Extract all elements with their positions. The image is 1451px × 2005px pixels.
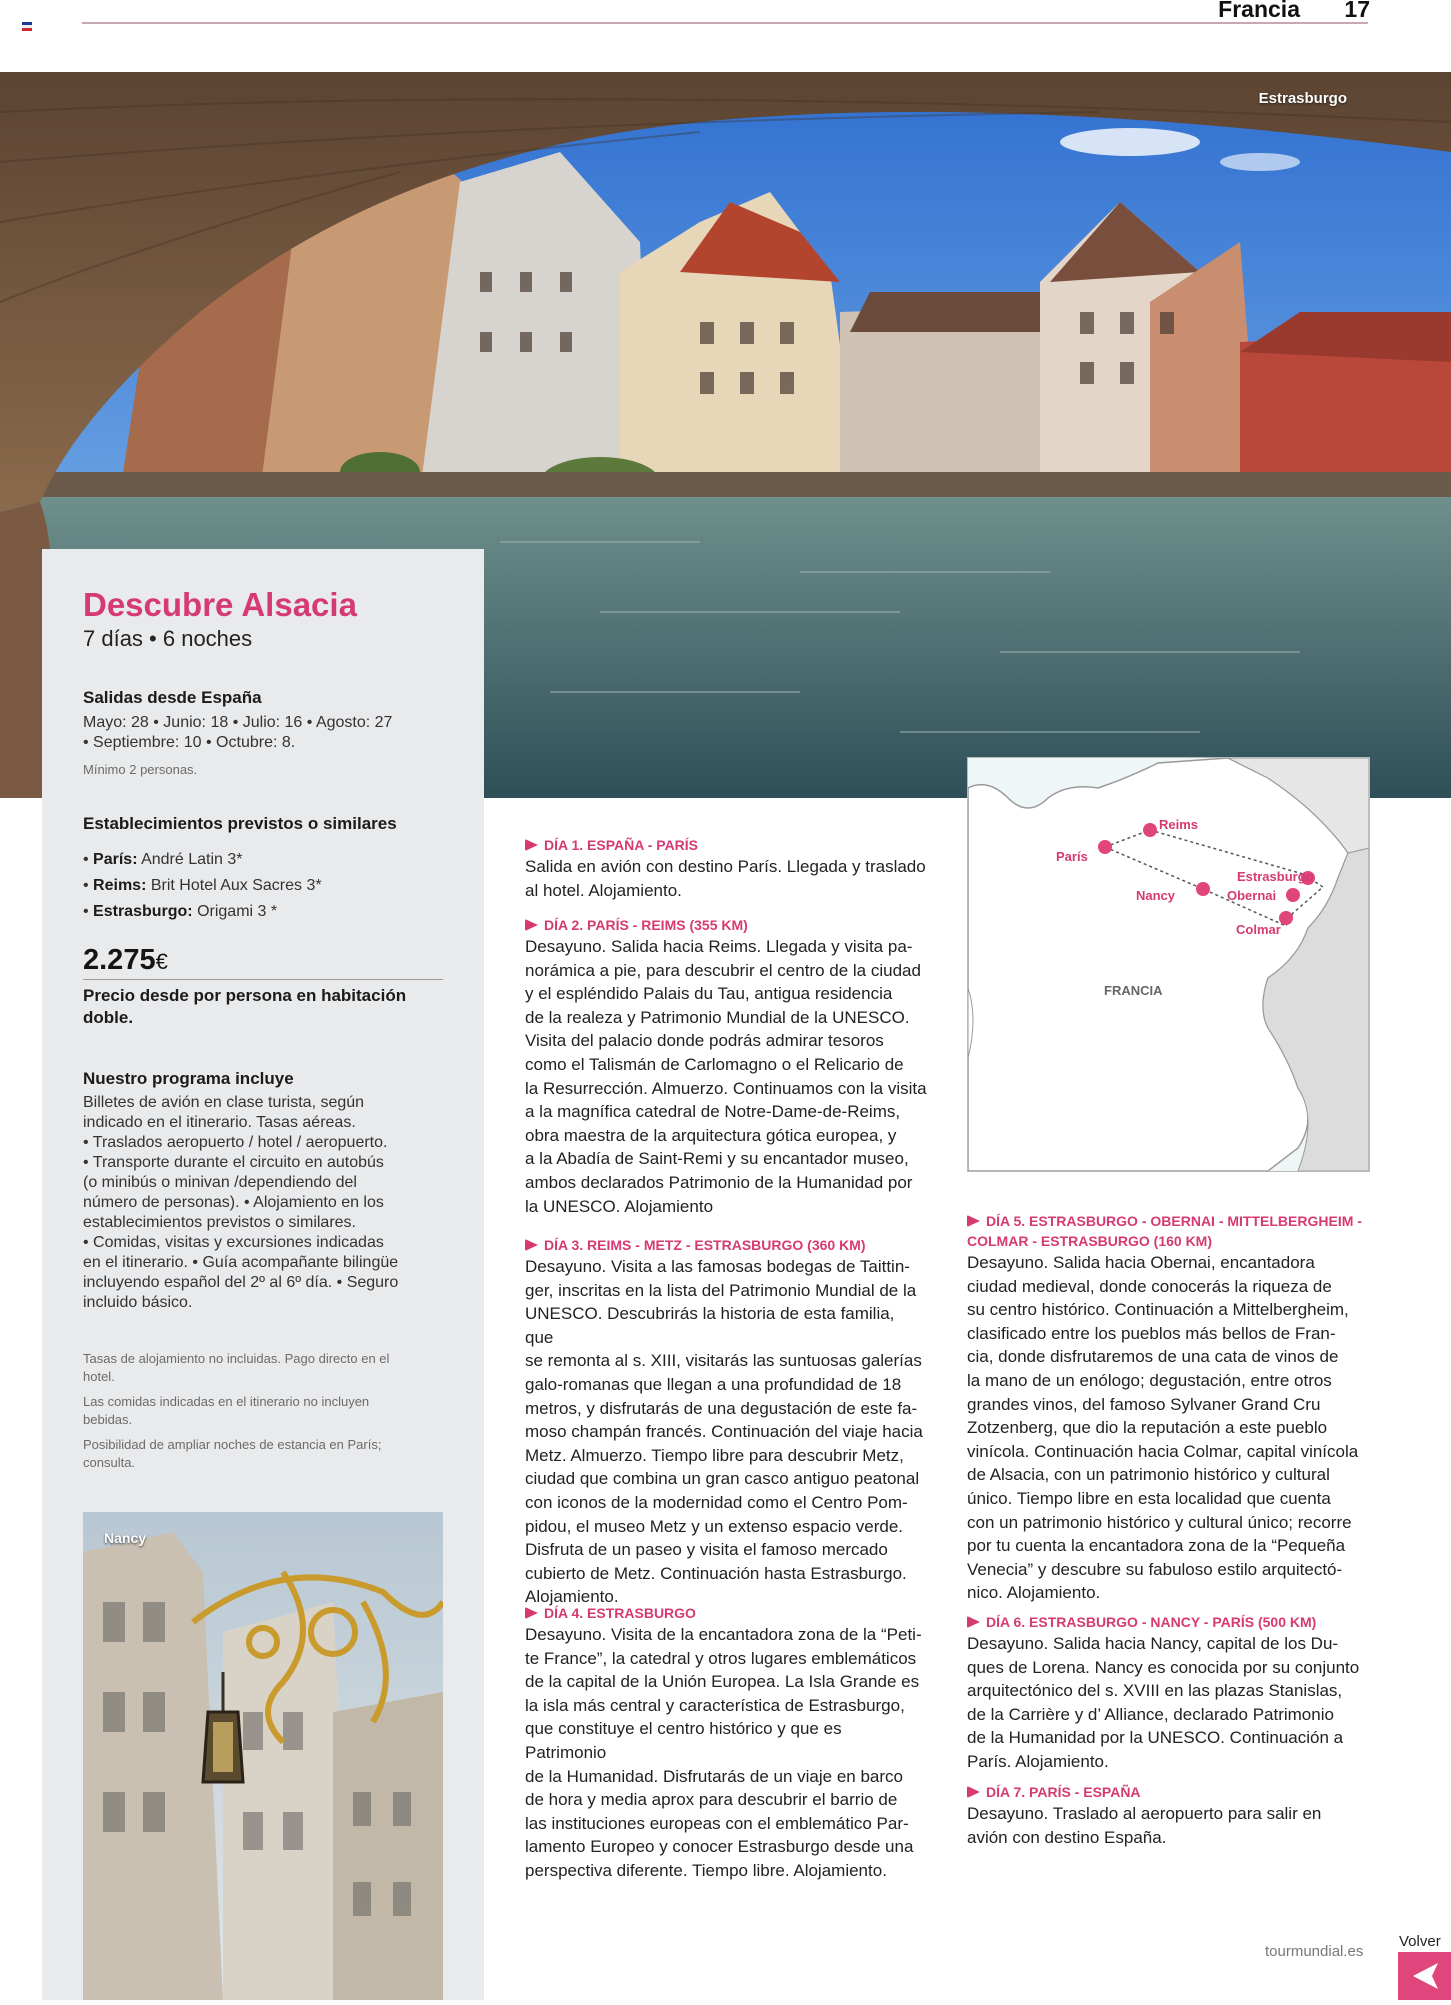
pink-bullet-icon bbox=[967, 1215, 980, 1227]
map-label-estrasburgo: Estrasburgo bbox=[1237, 869, 1314, 884]
map-pin-nancy bbox=[1196, 882, 1210, 896]
map-country-label: FRANCIA bbox=[1104, 983, 1163, 998]
day-1 bbox=[525, 835, 927, 902]
map-label-reims: Reims bbox=[1159, 817, 1199, 832]
note-extend: Posibilidad de ampliar noches de estancia en París; consulta. bbox=[83, 1437, 382, 1470]
day-7-heading: DÍA 7. PARÍS - ESPAÑA bbox=[967, 1782, 1372, 1802]
day-3-text: Desayuno. Visita a las famosas bodegas de Taittin- ger, inscritas en la lista del Patrimonio Mundial de la UNESCO. Descubrirás la historia de esta familia, que se remonta al s. XIII, visitarás las suntuosas galerías galo-romanas que llegan a una profundidad de 18 metros, y disfrutarás de una degustación de este fa- moso champán francés. Continuación del viaje hacia Metz. Almuerzo. Tiempo libre para descubrir Metz, ciudad que combina un gran casco antiguo peatonal con iconos de la modernidad como el Centro Pom- pidou, el museo Metz y un extenso espacio verde. Disfruta de un paseo y visita el famoso mercado cubierto de Metz. Continuación hasta Estrasburgo. Alojamiento. bbox=[525, 1257, 923, 1607]
price-rule bbox=[83, 979, 443, 980]
includes-title: Nuestro programa incluye bbox=[83, 1069, 294, 1088]
day-2-heading: DÍA 2. PARÍS - REIMS (355 KM) bbox=[525, 915, 927, 935]
departures-title: Salidas desde España bbox=[83, 688, 262, 707]
back-button[interactable] bbox=[1398, 1952, 1451, 2000]
note-meals: Las comidas indicadas en el itinerario no incluyen bebidas. bbox=[83, 1394, 370, 1427]
day-2-text: Desayuno. Salida hacia Reims. Llegada y visita pa- norámica a pie, para descubrir el centro de la ciudad y el espléndido Palais du Tau, antigua residencia de la realeza y Patrimonio Mundial de la UNESCO. Visita del palacio donde podrás admirar tesoros como el Talismán de Carlomagno o el Relicario de la Resurrección. Almuerzo. Continuamos con la visita a la magnífica catedral de Notre-Dame-de-Reims, obra maestra de la arquitectura gótica europea, y a la Abadía de Saint-Remi y su encantador museo, ambos declarados Patrimonio de la Humanidad por la UNESCO. Alojamiento bbox=[525, 937, 927, 1216]
day-6-text: Desayuno. Salida hacia Nancy, capital de los Du- ques de Lorena. Nancy es conocida por su conjunto arquitectónico del s. XVIII en las plazas Stanislas, de la Carrière y d’ Alliance, declarado Patrimonio de la Humanidad por la UNESCO. Continuación a París. Alojamiento. bbox=[967, 1634, 1360, 1771]
map-label-paris: París bbox=[1056, 849, 1088, 864]
day-7 bbox=[967, 1782, 1372, 1849]
day-2 bbox=[525, 915, 927, 1218]
back-label[interactable]: Volver bbox=[1399, 1933, 1441, 1950]
departures-note: Mínimo 2 personas. bbox=[83, 762, 198, 777]
tour-duration: 7 días • 6 noches bbox=[83, 626, 253, 651]
pink-bullet-icon bbox=[967, 1616, 980, 1628]
map-label-colmar: Colmar bbox=[1236, 922, 1281, 937]
tour-price: 2.275€ bbox=[83, 944, 168, 976]
nancy-caption: Nancy bbox=[104, 1530, 147, 1546]
map-pin-colmar bbox=[1279, 911, 1293, 925]
day-1-heading: DÍA 1. ESPAÑA - PARÍS bbox=[525, 835, 927, 855]
day-4-text: Desayuno. Visita de la encantadora zona de la “Peti- te France”, la catedral y otros lugares emblemáticos de la capital de la Unión Europea. La Isla Grande es la isla más central y característica de Estrasburgo, que constituye el centro histórico y que es Patrimonio de la Humanidad. Disfrutarás de un viaje en barco de hora y media aprox para descubrir el barrio de las instituciones europeas con el emblemático Par- lamento Europeo y conocer Estrasburgo desde una perspectiva diferente. Tiempo libre. Alojamiento. bbox=[525, 1625, 922, 1880]
note-taxes: Tasas de alojamiento no incluidas. Pago directo en el hotel. bbox=[83, 1351, 390, 1384]
day-1-text: Salida en avión con destino París. Llegada y traslado al hotel. Alojamiento. bbox=[525, 857, 926, 900]
day-5-text: Desayuno. Salida hacia Obernai, encantadora ciudad medieval, donde conocerás la riqueza de su centro histórico. Continuación a Mittelbergheim, clasificado entre los pueblos más bellos de Fran- cia, donde disfrutaremos de una cata de vinos de la mano de un enólogo; degustación, entre otros grandes vinos, del famoso Sylvaner Grand Cru Zotzenberg, que dio la reputación a este pueblo vinícola. Continuación hacia Colmar, capital vinícola de Alsacia, con un patrimonio histórico y cultural único. Tiempo libre en esta localidad que cuenta con un patrimonio histórico y cultural único; recorre por tu cuenta la encantadora zona de la “Pequeña Venecia” y descubre su fabuloso estilo arquitectó- nico. Alojamiento. bbox=[967, 1253, 1359, 1603]
map-pin-reims bbox=[1143, 823, 1157, 837]
map-pin-obernai bbox=[1286, 888, 1300, 902]
nancy-photo bbox=[83, 1512, 443, 2000]
pink-bullet-icon bbox=[525, 919, 538, 931]
hotels-title: Establecimientos previstos o similares bbox=[83, 814, 397, 833]
day-6 bbox=[967, 1612, 1372, 1774]
map-label-obernai: Obernai bbox=[1227, 888, 1277, 903]
map-pin-paris bbox=[1098, 840, 1112, 854]
day-7-text: Desayuno. Traslado al aeropuerto para salir en avión con destino España. bbox=[967, 1804, 1322, 1847]
day-4-heading: DÍA 4. ESTRASBURGO bbox=[525, 1603, 927, 1623]
hotel-item: • París: André Latin 3* bbox=[83, 851, 243, 868]
day-6-heading: DÍA 6. ESTRASBURGO - NANCY - PARÍS (500 KM) bbox=[967, 1612, 1372, 1632]
price-description: Precio desde por persona en habitación doble. bbox=[83, 986, 407, 1027]
departures-line-2: • Septiembre: 10 • Octubre: 8. bbox=[83, 734, 296, 751]
hotel-item: • Estrasburgo: Origami 3 * bbox=[83, 903, 278, 920]
map-label-nancy: Nancy bbox=[1136, 888, 1176, 903]
page-number: 17 bbox=[1344, 0, 1370, 22]
hero-caption: Estrasburgo bbox=[1258, 90, 1347, 107]
pink-bullet-icon bbox=[525, 839, 538, 851]
day-5 bbox=[967, 1211, 1372, 1605]
section-country: Francia bbox=[1218, 0, 1300, 22]
departures-line-1: Mayo: 28 • Junio: 18 • Julio: 16 • Agosto: 27 bbox=[83, 714, 393, 731]
day-3 bbox=[525, 1235, 927, 1609]
day-5-heading: DÍA 5. ESTRASBURGO - OBERNAI - MITTELBERGHEIM - COLMAR - ESTRASBURGO (160 KM) bbox=[967, 1213, 1362, 1249]
hotel-item: • Reims: Brit Hotel Aux Sacres 3* bbox=[83, 877, 322, 894]
tour-title: Descubre Alsacia bbox=[83, 586, 357, 623]
website-link[interactable]: tourmundial.es bbox=[1265, 1943, 1364, 1960]
spain-flag-icon bbox=[22, 22, 32, 31]
back-arrow-icon bbox=[1398, 1952, 1451, 2000]
hotels-list bbox=[83, 847, 443, 925]
day-3-heading: DÍA 3. REIMS - METZ - ESTRASBURGO (360 KM) bbox=[525, 1235, 927, 1255]
includes-text: Billetes de avión en clase turista, según indicado en el itinerario. Tasas aéreas. • Traslados aeropuerto / hotel / aeropuerto. • Transporte durante el circuito en autobús (o minibús o minivan /dependiendo del número de personas). • Alojamiento en los establecimientos previstos o similares. • Comidas, visitas y excursiones indicadas en el itinerario. • Guía acompañante bilingüe incluyendo español del 2º al 6º día. • Seguro incluido básico. bbox=[83, 1094, 399, 1311]
pink-bullet-icon bbox=[525, 1607, 538, 1619]
day-4 bbox=[525, 1603, 927, 1883]
pink-bullet-icon bbox=[525, 1239, 538, 1251]
pink-bullet-icon bbox=[967, 1786, 980, 1798]
